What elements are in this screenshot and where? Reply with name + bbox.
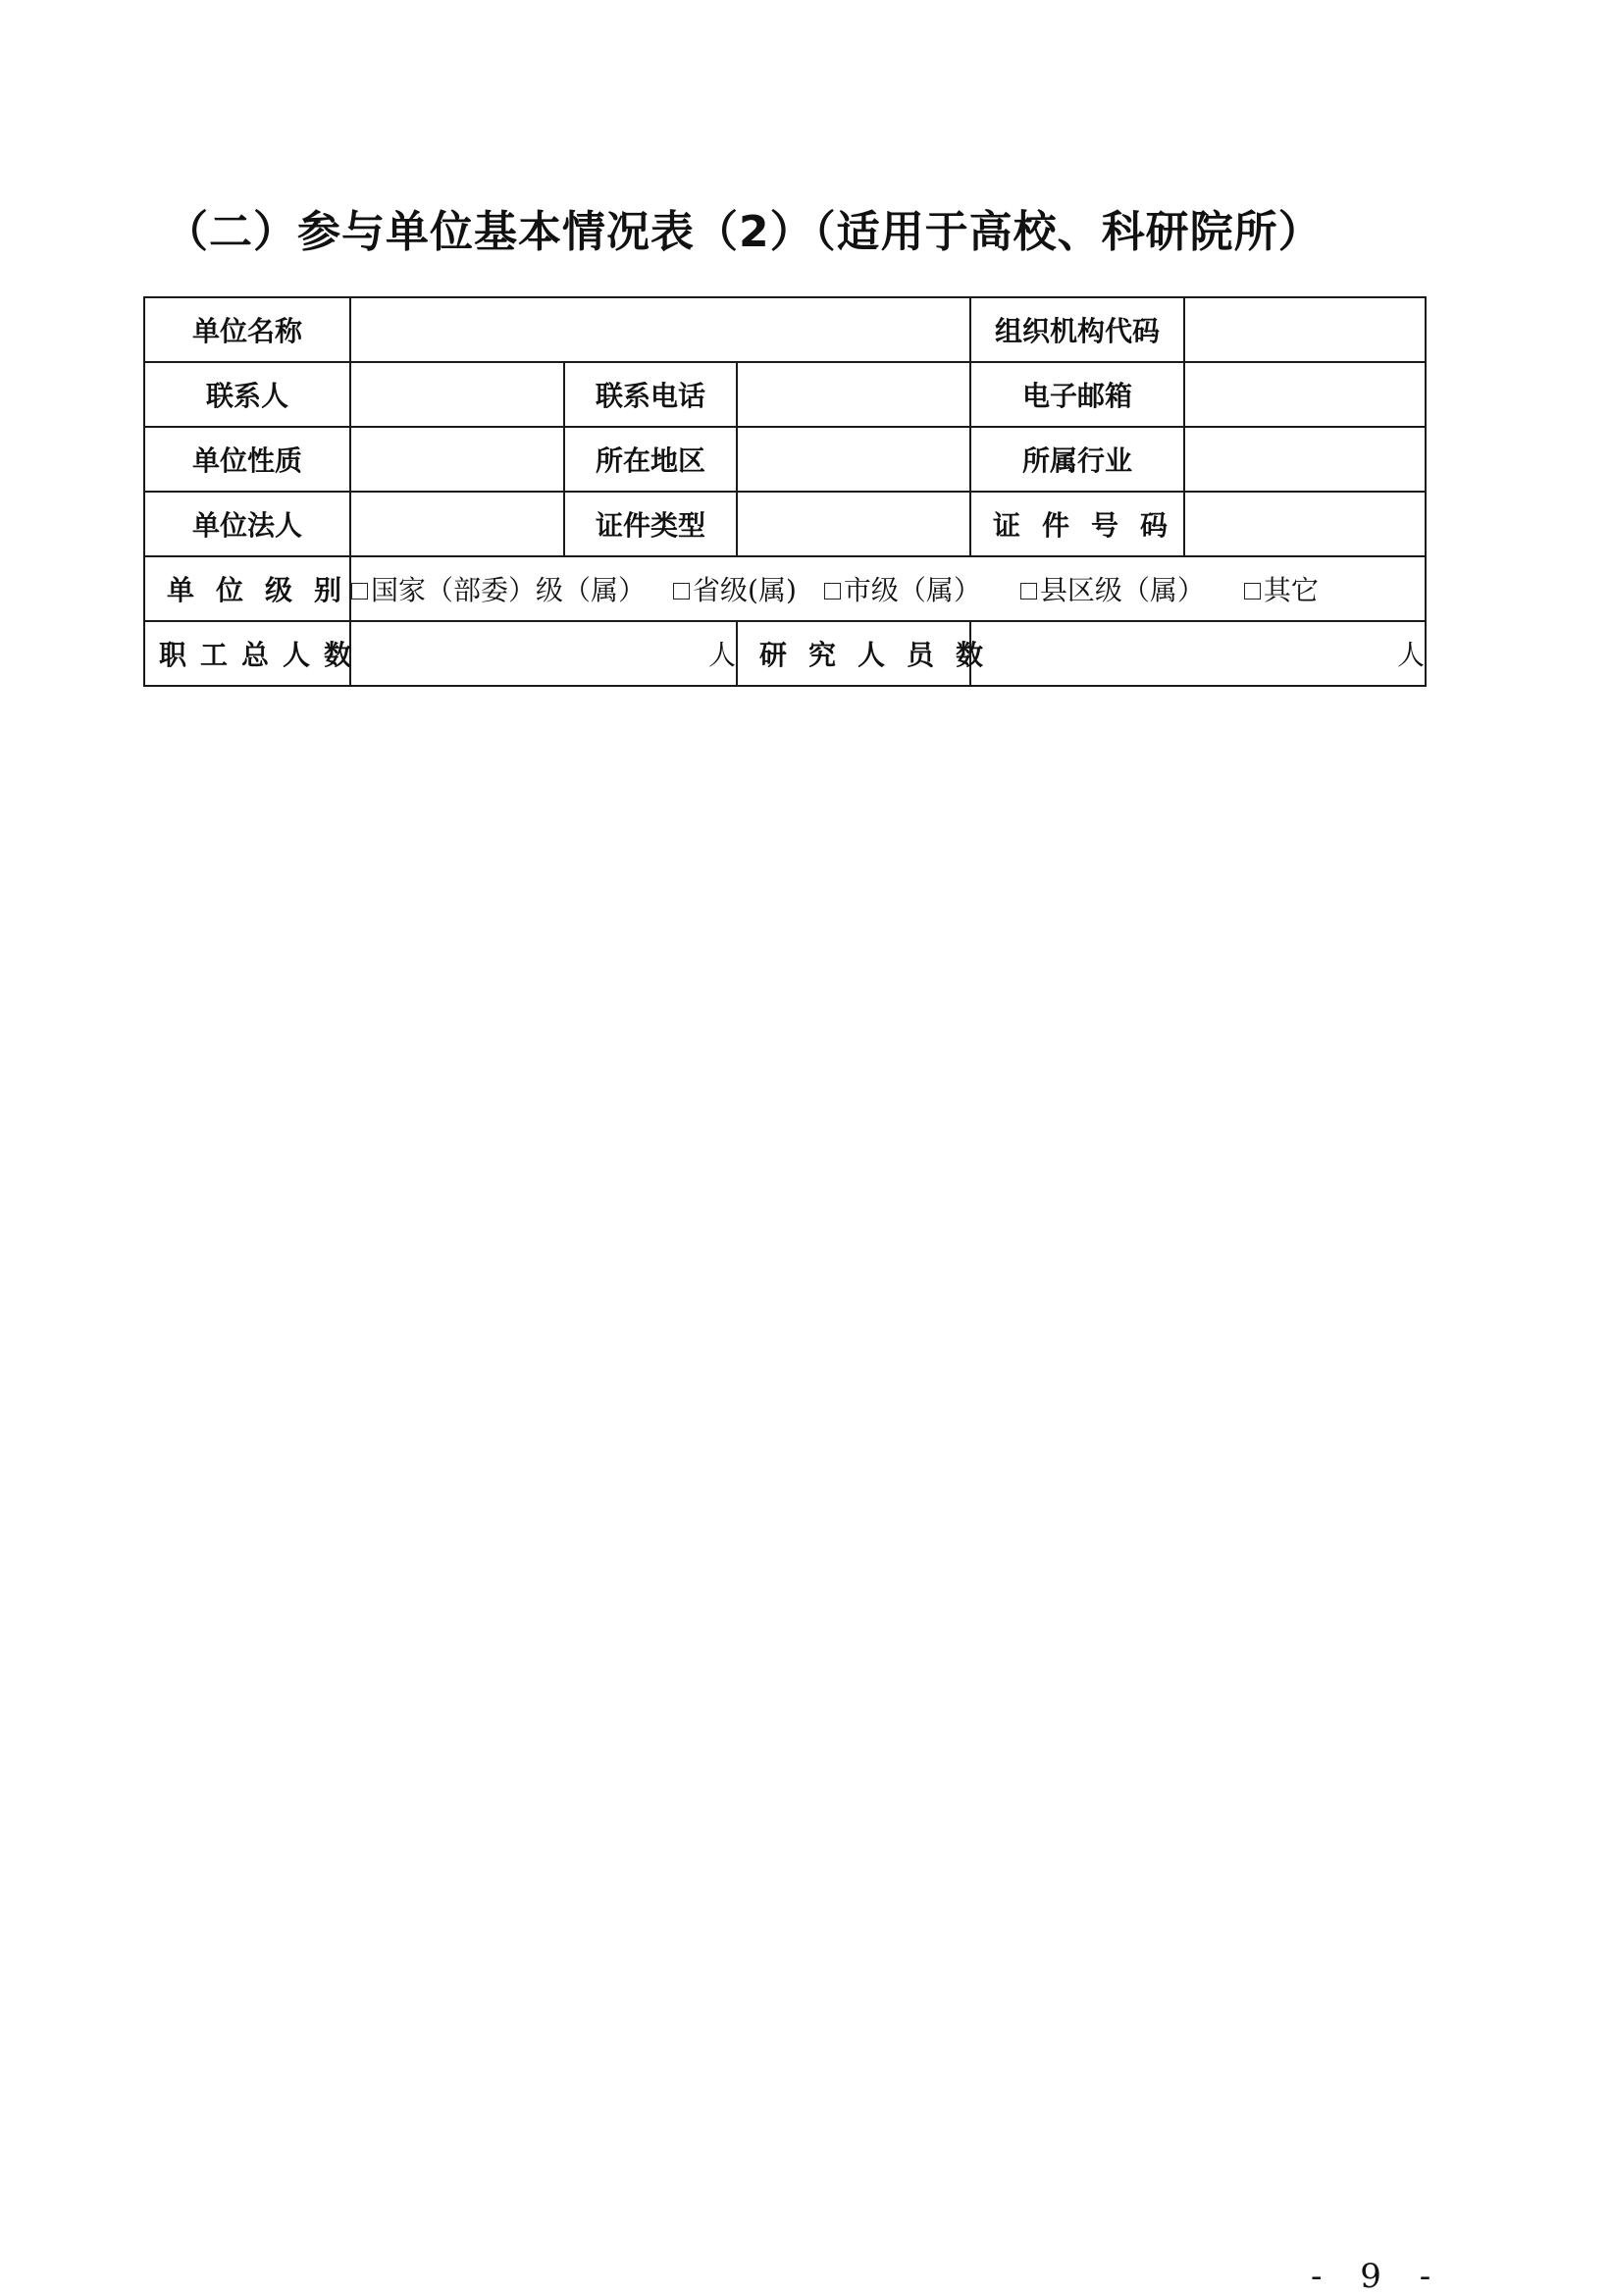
region-field[interactable]	[737, 427, 970, 492]
phone-label: 联系电话	[564, 362, 737, 427]
unit-name-field[interactable]	[350, 297, 970, 362]
unit-level-options	[350, 556, 1426, 621]
checkbox-icon[interactable]	[1020, 583, 1037, 600]
table-row	[144, 427, 1426, 492]
id-type-field[interactable]	[737, 492, 970, 556]
page-number: - 9 -	[1311, 2257, 1445, 2296]
level-option-provincial[interactable]: 省级(属)	[673, 569, 797, 608]
table-row	[144, 297, 1426, 362]
researcher-count-field[interactable]	[970, 621, 1426, 686]
industry-label: 所属行业	[970, 427, 1184, 492]
table-row	[144, 621, 1426, 686]
table-row	[144, 492, 1426, 556]
contact-label: 联系人	[144, 362, 350, 427]
level-option-county[interactable]: 县区级（属）	[1020, 569, 1205, 608]
email-label: 电子邮箱	[970, 362, 1184, 427]
level-option-other[interactable]: 其它	[1244, 569, 1319, 608]
org-code-field[interactable]	[1184, 297, 1426, 362]
level-option-city[interactable]: 市级（属）	[824, 569, 981, 608]
unit-info-table	[143, 296, 1427, 687]
total-staff-field[interactable]	[350, 621, 737, 686]
unit-nature-field[interactable]	[350, 427, 564, 492]
email-field[interactable]	[1184, 362, 1426, 427]
unit-nature-label: 单位性质	[144, 427, 350, 492]
table-row	[144, 362, 1426, 427]
page-title: （二）参与单位基本情况表（2）（适用于高校、科研院所）	[165, 207, 1323, 257]
checkbox-icon[interactable]	[824, 583, 841, 600]
researcher-count-label: 研究人员数	[737, 621, 970, 686]
total-staff-label: 职工总人数	[144, 621, 350, 686]
id-number-label: 证件号码	[970, 492, 1184, 556]
checkbox-icon[interactable]	[673, 583, 690, 600]
contact-field[interactable]	[350, 362, 564, 427]
table-row	[144, 556, 1426, 621]
industry-field[interactable]	[1184, 427, 1426, 492]
region-label: 所在地区	[564, 427, 737, 492]
id-number-field[interactable]	[1184, 492, 1426, 556]
legal-person-field[interactable]	[350, 492, 564, 556]
researcher-count-unit: 人	[1397, 639, 1426, 671]
id-type-label: 证件类型	[564, 492, 737, 556]
legal-person-label: 单位法人	[144, 492, 350, 556]
total-staff-unit: 人	[707, 639, 736, 671]
org-code-label: 组织机构代码	[970, 297, 1184, 362]
checkbox-icon[interactable]	[1244, 583, 1261, 600]
level-option-national[interactable]: 国家（部委）级（属）	[351, 569, 646, 608]
phone-field[interactable]	[737, 362, 970, 427]
checkbox-icon[interactable]	[351, 583, 368, 600]
unit-level-label: 单位级别	[144, 556, 350, 621]
unit-name-label: 单位名称	[144, 297, 350, 362]
